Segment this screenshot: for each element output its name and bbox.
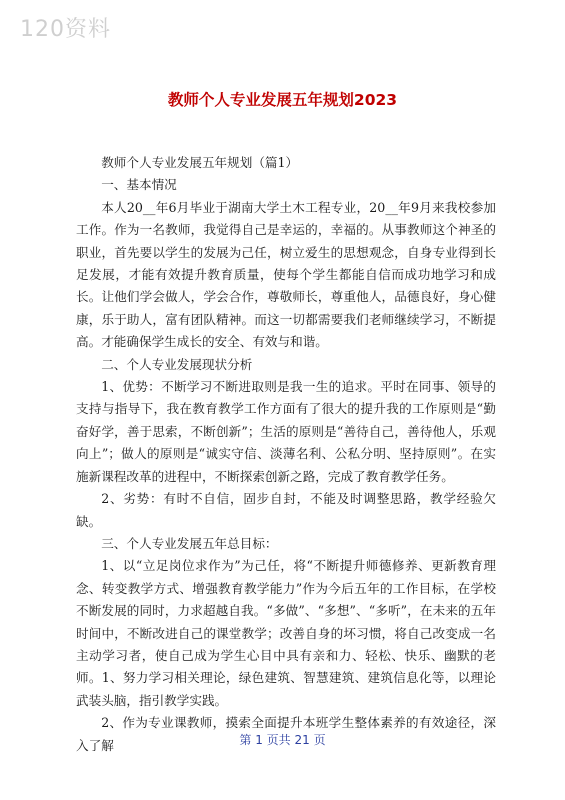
paragraph: 2、作为专业课教师，摸索全面提升本班学生整体素养的有效途径，深入了解 bbox=[76, 715, 496, 753]
section-heading: 三、个人专业发展五年总目标： bbox=[101, 535, 278, 551]
document-body bbox=[76, 152, 496, 757]
paragraph: 2、劣势：有时不自信，固步自封，不能及时调整思路，教学经验欠缺。 bbox=[76, 491, 496, 529]
section-heading-main: 教师个人专业发展五年规划（篇1） bbox=[101, 155, 299, 170]
paragraph: 1、优势：不断学习不断进取则是我一生的追求。平时在同事、领导的支持与指导下，我在教育教学工作方面有了很大的提升我的工作原则是“勤奋好学，善于思索，不断创新”；生活的原则是“善待自己，善待他人，乐观向上”；做人的原则是“诚实守信、淡薄名利、公私分明、坚持原则”。在实施新课程改革的进程中，不断探索创新之路，完成了教育教学任务。 bbox=[76, 379, 496, 484]
document-title: 教师个人专业发展五年规划2023 bbox=[167, 91, 398, 109]
page-number: 第 1 页共 21 页 bbox=[239, 733, 326, 747]
paragraph: 本人20__年6月毕业于湖南大学土木工程专业，20__年9月来我校参加工作。作为一名教师，我觉得自己是幸运的，幸福的。从事教师这个神圣的职业，首先要以学生的发展为己任，树立爱生的思想观念，自身专业得到长足发展，才能有效提升教育质量，使每个学生都能自信而成功地学习和成长。让他们学会做人，学会合作，尊敬师长，尊重他人，品德良好，身心健康，乐于助人，富有团队精神。而这一切都需要我们老师继续学习，不断提高。才能确保学生成长的安全、有效与和谐。 bbox=[76, 199, 496, 350]
section-heading: 二、个人专业发展现状分析 bbox=[101, 356, 253, 372]
paragraph: 1、以“立足岗位求作为”为己任，将“不断提升师德修养、更新教育理念、转变教学方式、增强教育教学能力”作为今后五年的工作目标，在学校不断发展的同时，力求超越自我。“多做”、“多想”、“多听”，在未来的五年时间中，不断改进自己的课堂教学；改善自身的坏习惯，将自己改变成一名主动学习者，使自己成为学生心目中具有亲和力、轻松、快乐、幽默的老师。1、努力学习相关理论，绿色建筑、智慧建筑、建筑信息化等，以理论武装头脑，指引教学实践。 bbox=[76, 558, 496, 708]
section-heading: 一、基本情况 bbox=[101, 177, 177, 193]
watermark-logo: 120资料 bbox=[20, 17, 111, 42]
